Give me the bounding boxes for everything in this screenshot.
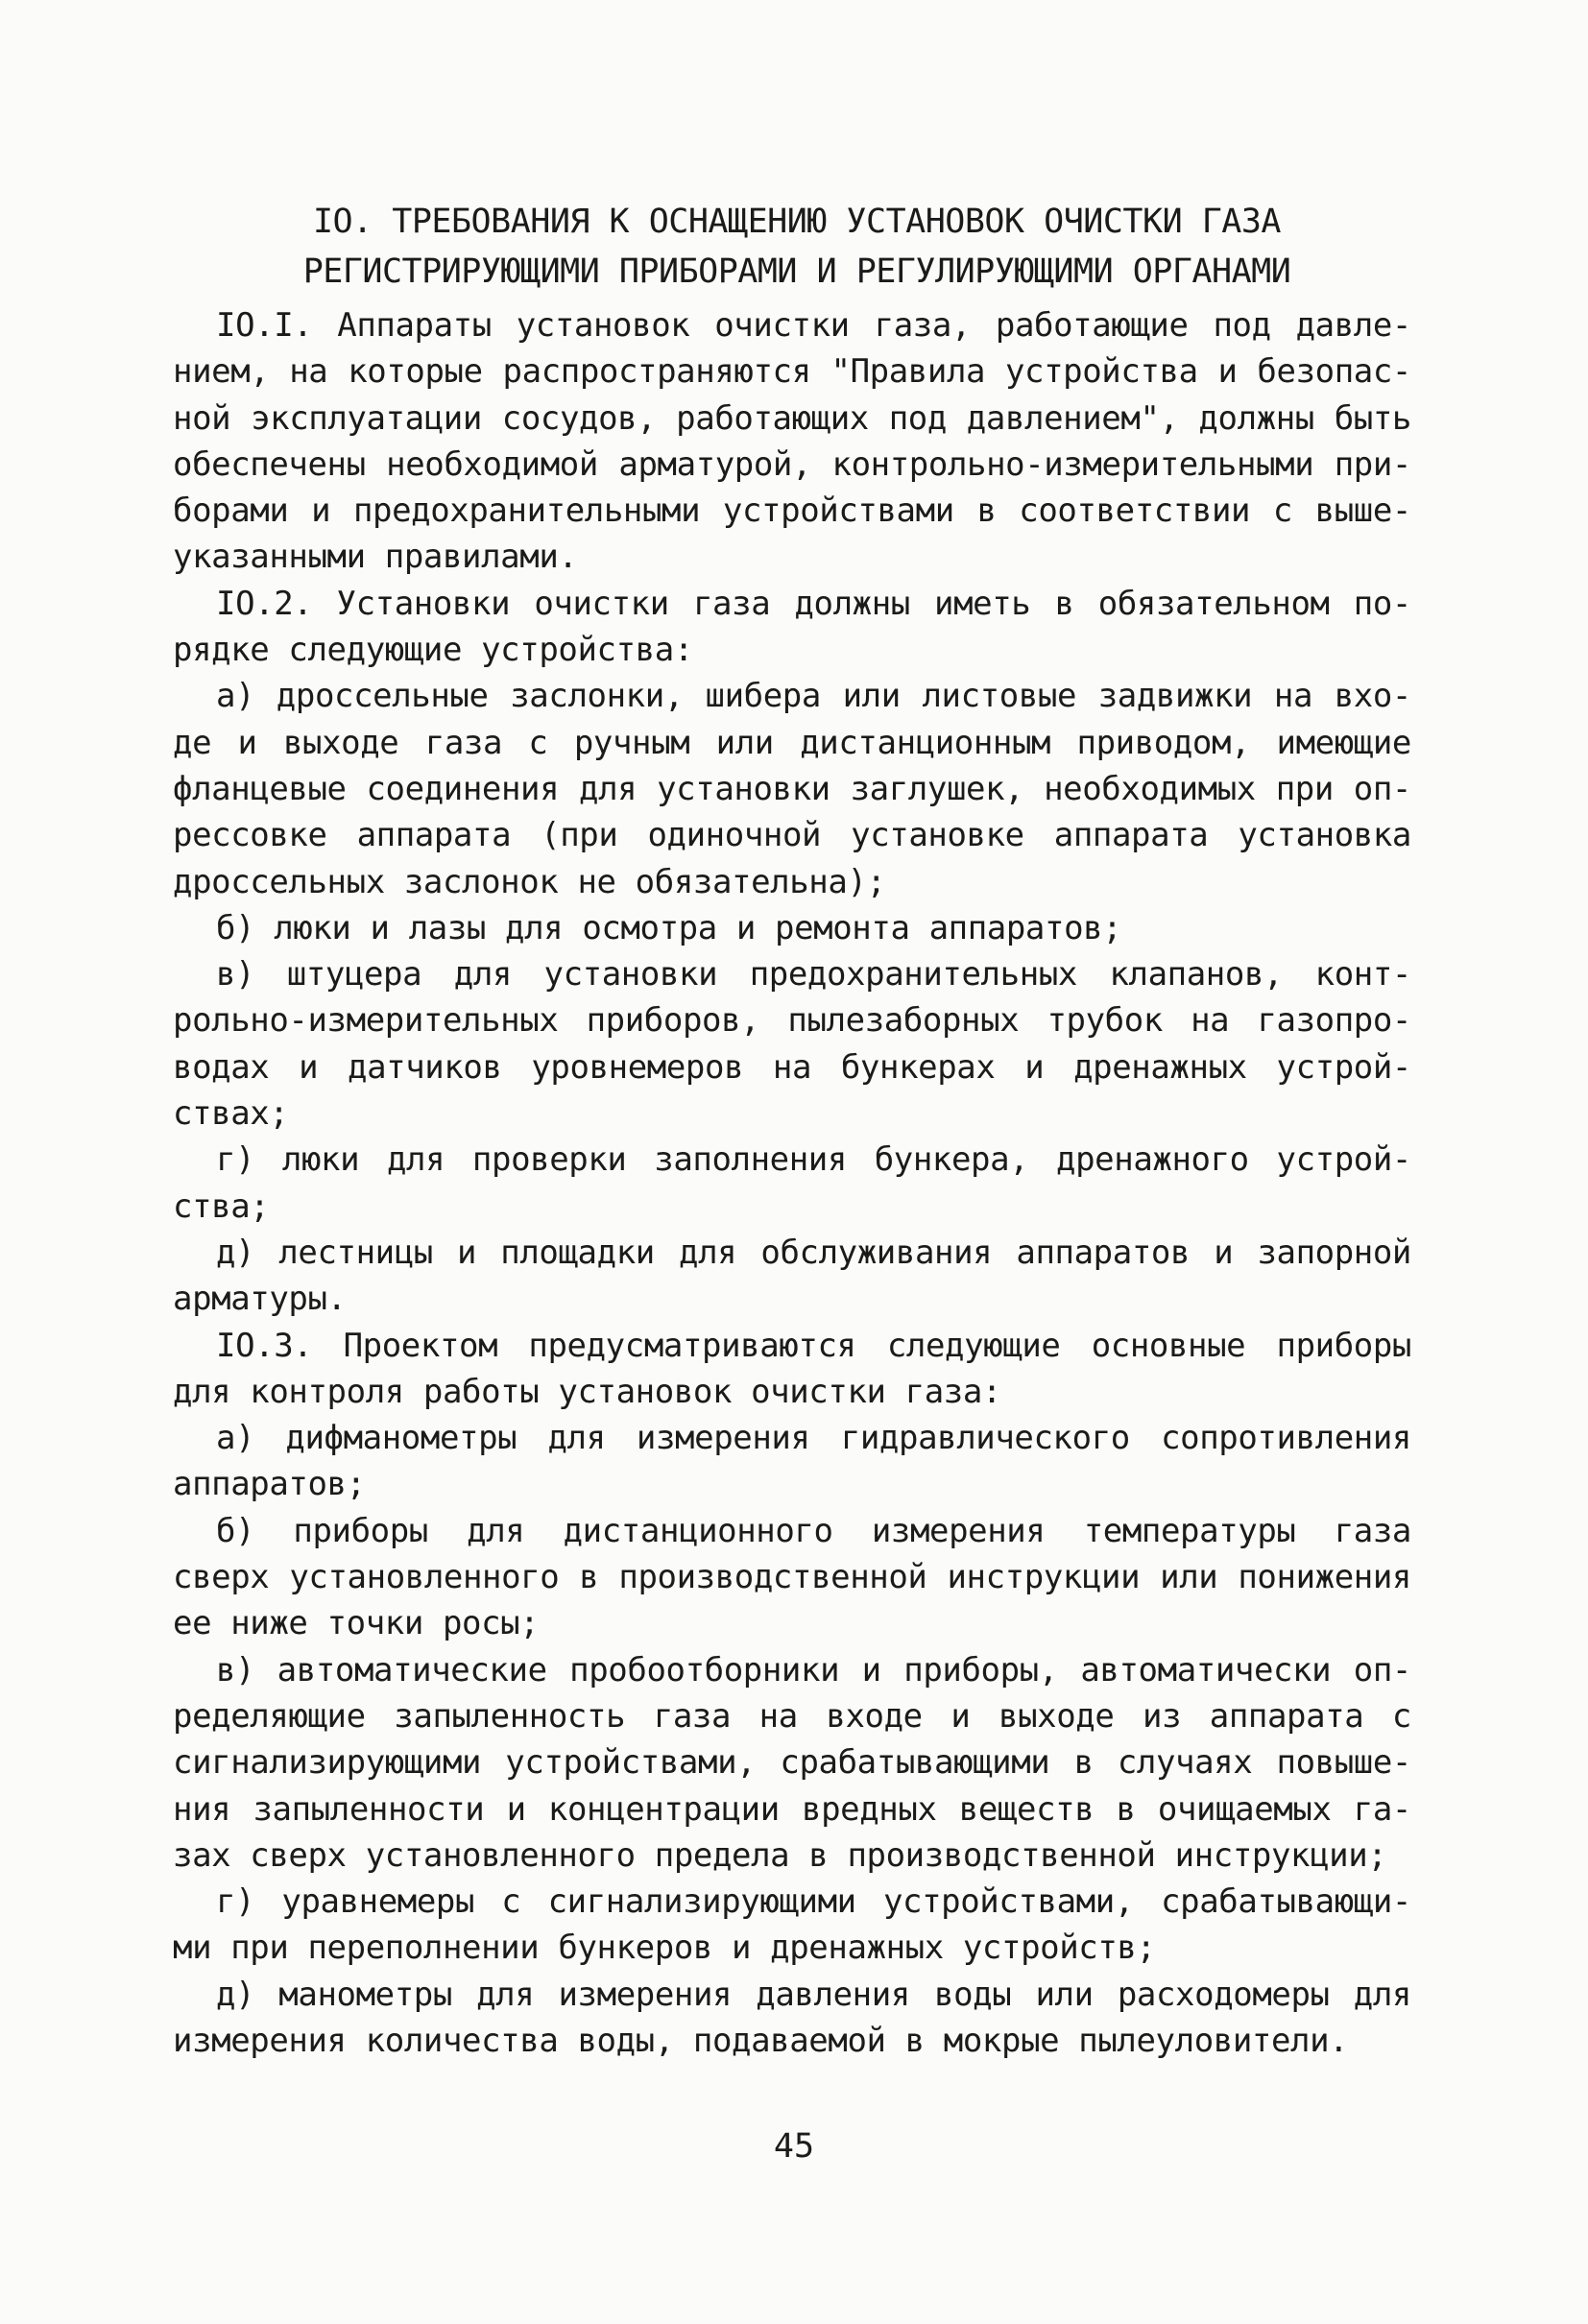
list-item-line: д) манометры для измерения давления воды или расходомеры для xyxy=(216,1975,1411,2014)
clause-10-1-line: борами и предохранительными устройствами в соответствии с выше- xyxy=(173,491,1411,531)
list-item-line: г) уравнемеры с сигнализирующими устройствами, срабатывающи- xyxy=(216,1882,1411,1922)
list-item-line: г) люки для проверки заполнения бункера, дренажного устрой- xyxy=(216,1140,1411,1180)
list-item-line: фланцевые соединения для установки заглушек, необходимых при оп- xyxy=(173,769,1411,808)
clause-10-1-line: IO.I. Аппараты установок очистки газа, работающие под давле- xyxy=(216,306,1411,345)
list-item-line: де и выходе газа с ручным или дистанционным приводом, имеющие xyxy=(173,723,1411,762)
clause-10-2-line: IO.2. Установки очистки газа должны иметь в обязательном по- xyxy=(216,584,1411,623)
clause-10-2-line: рядке следующие устройства: xyxy=(173,631,693,670)
list-item-line: сверх установленного в производственной инструкции или понижения xyxy=(173,1558,1411,1597)
list-item-line: б) приборы для дистанционного измерения температуры газа xyxy=(216,1511,1411,1550)
list-item-line: зах сверх установленного предела в производственной инструкции; xyxy=(173,1835,1387,1875)
list-item-line: дроссельных заслонок не обязательна); xyxy=(173,862,886,901)
clause-10-1-line: указанными правилами. xyxy=(173,538,578,577)
heading-line: РЕГИСТРИРУЮЩИМИ ПРИБОРАМИ И РЕГУЛИРУЮЩИМИ ОРГАНАМИ xyxy=(302,252,1291,291)
list-item-line: а) дроссельные заслонки, шибера или листовые задвижки на вхо- xyxy=(216,677,1411,716)
list-item-line: водах и датчиков уровнемеров на бункерах и дренажных устрой- xyxy=(173,1047,1411,1087)
list-item-line: сигнализирующими устройствами, срабатывающими в случаях повыше- xyxy=(173,1743,1411,1783)
list-item-line: ределяющие запыленность газа на входе и выходе из аппарата с xyxy=(173,1696,1411,1736)
clause-10-1-line: ной эксплуатации сосудов, работающих под давлением", должны быть xyxy=(173,398,1411,438)
section-body xyxy=(173,302,1411,2064)
list-item-line: измерения количества воды, подаваемой в мокрые пылеуловители. xyxy=(173,2021,1349,2060)
list-item-line: д) лестницы и площадки для обслуживания аппаратов и запорной xyxy=(216,1233,1411,1272)
list-item-line: аппаратов; xyxy=(173,1465,366,1504)
section-heading xyxy=(173,197,1421,297)
list-item-line: в) штуцера для установки предохранительных клапанов, конт- xyxy=(216,955,1411,994)
list-item-line: ми при переполнении бункеров и дренажных устройств; xyxy=(173,1929,1156,1968)
list-item-line: рольно-измерительных приборов, пылезаборных трубок на газопро- xyxy=(173,1001,1411,1041)
clause-10-3-line: для контроля работы установок очистки газа: xyxy=(173,1372,1001,1411)
list-item-line: ния запыленности и концентрации вредных веществ в очищаемых га- xyxy=(173,1789,1411,1829)
list-item-line: рессовке аппарата (при одиночной установке аппарата установка xyxy=(173,816,1411,855)
list-item-line: ства; xyxy=(173,1186,270,1226)
page-number: 45 xyxy=(773,2127,815,2166)
clause-10-1-line: обеспечены необходимой арматурой, контрольно-измерительными при- xyxy=(173,444,1411,484)
list-item-line: б) люки и лазы для осмотра и ремонта аппаратов; xyxy=(216,908,1122,947)
clause-10-3-line: IO.3. Проектом предусматриваются следующие основные приборы xyxy=(216,1326,1411,1365)
list-item-line: ее ниже точки росы; xyxy=(173,1604,540,1643)
list-item-line: а) дифманометры для измерения гидравлического сопротивления xyxy=(216,1419,1411,1458)
list-item-line: в) автоматические пробоотборники и приборы, автоматически оп- xyxy=(216,1650,1411,1689)
list-item-line: арматуры. xyxy=(173,1280,347,1319)
list-item-line: ствах; xyxy=(173,1094,289,1134)
heading-line: IO. ТРЕБОВАНИЯ К ОСНАЩЕНИЮ УСТАНОВОК ОЧИСТКИ ГАЗА xyxy=(312,203,1282,241)
clause-10-1-line: нием, на которые распространяются "Правила устройства и безопас- xyxy=(173,352,1411,392)
